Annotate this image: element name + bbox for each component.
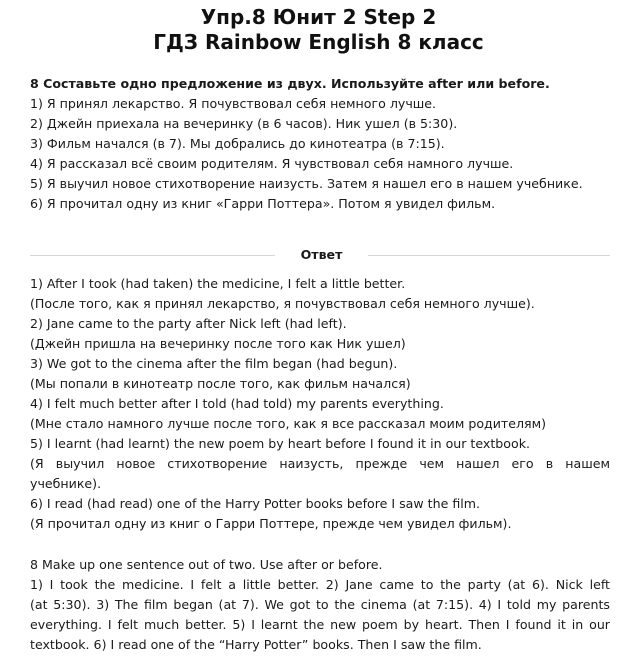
page-title: Упр.8 Юнит 2 Step 2 (200, 5, 437, 29)
english-task-section (30, 555, 610, 655)
english-task-line: textbook. 6) I read one of the “Harry Potter” books. Then I saw the film. (30, 637, 482, 652)
answer-divider (30, 245, 610, 265)
answer-line: 3) We got to the cinema after the film began (had begun). (30, 356, 398, 371)
english-task-line: everything. I felt much better. 5) I learnt the new poem by heart. Then I found it in our (30, 617, 610, 632)
answer-line: (После того, как я принял лекарство, я почувствовал себя немного лучше). (30, 296, 535, 311)
answer-line: 2) Jane came to the party after Nick left (had left). (30, 316, 347, 331)
task-heading: 8 Составьте одно предложение из двух. Используйте after или before. (30, 76, 550, 91)
answer-line: 4) I felt much better after I told (had told) my parents everything. (30, 396, 444, 411)
answer-line: (Я прочитал одну из книг о Гарри Поттере, прежде чем увидел фильм). (30, 516, 512, 531)
answer-line: (Мы попали в кинотеатр после того, как фильм начался) (30, 376, 411, 391)
task-item: 5) Я выучил новое стихотворение наизусть. Затем я нашел его в нашем учебнике. (30, 176, 583, 191)
divider-right (368, 255, 610, 256)
answer-line: учебнике). (30, 476, 102, 491)
task-item: 3) Фильм начался (в 7). Мы добрались до кинотеатра (в 7:15). (30, 136, 445, 151)
english-task-line: 1) I took the medicine. I felt a little better. 2) Jane came to the party (at 6). Nick left (30, 577, 610, 592)
answer-section (30, 274, 610, 534)
answer-line: (Я выучил новое стихотворение наизусть, прежде чем нашел его в нашем (30, 456, 610, 471)
task-item: 6) Я прочитал одну из книг «Гарри Поттера». Потом я увидел фильм. (30, 196, 496, 211)
answer-line: 6) I read (had read) one of the Harry Potter books before I saw the film. (30, 496, 481, 511)
task-item: 4) Я рассказал всё своим родителям. Я чувствовал себя намного лучше. (30, 156, 514, 171)
answer-line: 1) After I took (had taken) the medicine, I felt a little better. (30, 276, 406, 291)
answer-line: (Джейн пришла на вечеринку после того как Ник ушел) (30, 336, 406, 351)
task-item: 2) Джейн приехала на вечеринку (в 6 часов). Ник ушел (в 5:30). (30, 116, 458, 131)
divider-left (30, 255, 275, 256)
task-item: 1) Я принял лекарство. Я почувствовал себя немного лучше. (30, 96, 437, 111)
answer-label: Ответ (300, 247, 343, 262)
english-task-heading: 8 Make up one sentence out of two. Use after or before. (30, 557, 383, 572)
answer-line: (Мне стало намного лучше после того, как я все рассказал моим родителям) (30, 416, 547, 431)
page-subtitle: ГДЗ Rainbow English 8 класс (153, 30, 484, 54)
task-section (30, 74, 610, 214)
answer-line: 5) I learnt (had learnt) the new poem by heart before I found it in our textbook. (30, 436, 530, 451)
english-task-line: (at 5:30). 3) The film began (at 7). We got to the cinema (at 7:15). 4) I told my parents (30, 597, 610, 612)
